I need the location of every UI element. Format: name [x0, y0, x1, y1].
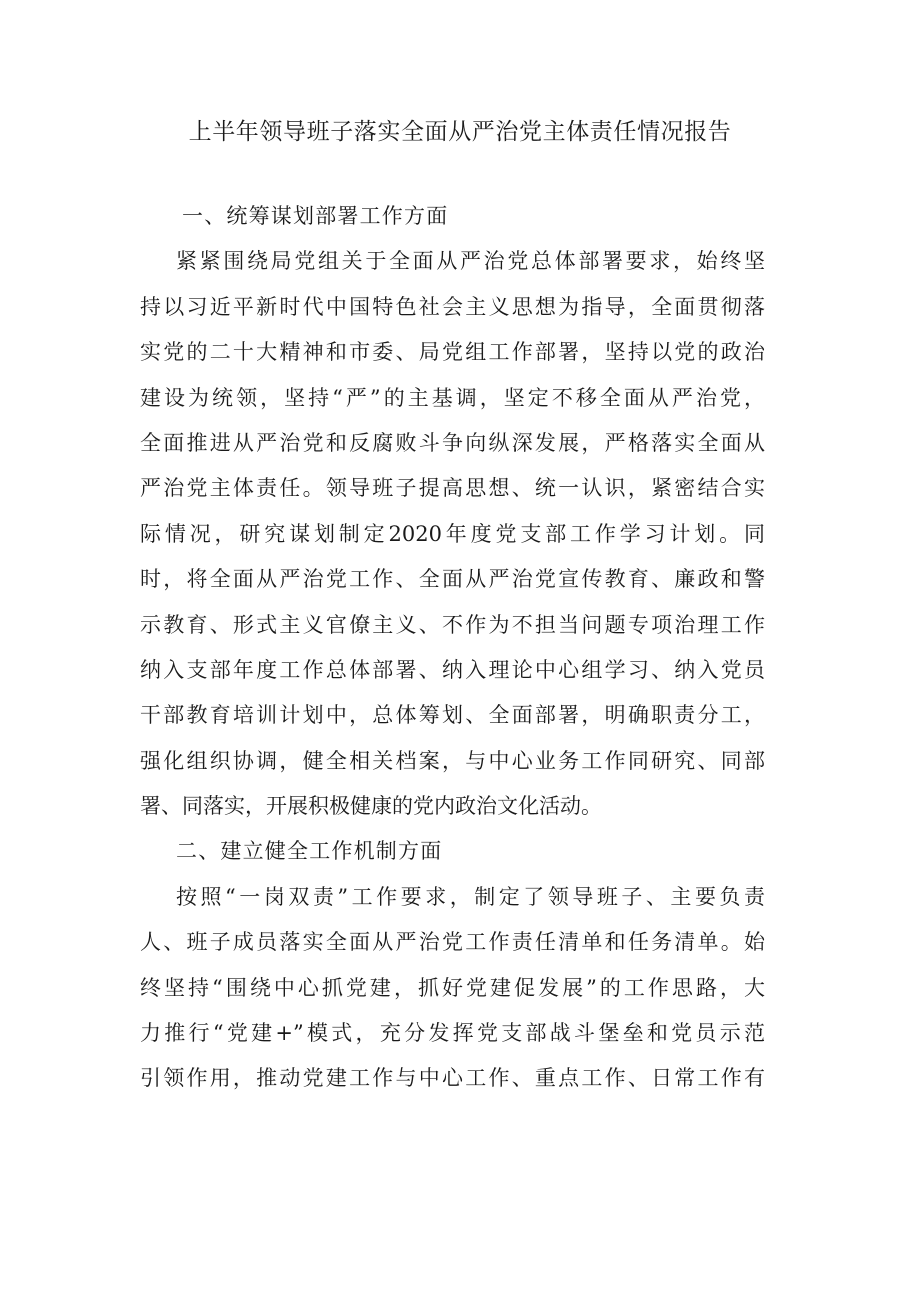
paragraph-1-line-8: 时，将全面从严治党工作、全面从严治党宣传教育、廉政和警 [140, 567, 765, 592]
paragraph-2-line-5: 引领作用，推动党建工作与中心工作、重点工作、日常工作有 [140, 1066, 765, 1091]
paragraph-1-line-1: 紧紧围绕局党组关于全面从严治党总体部署要求，始终坚 [176, 249, 765, 274]
paragraph-1-line-5: 全面推进从严治党和反腐败斗争向纵深发展，严格落实全面从 [140, 430, 765, 455]
paragraph-2-line-1: 按照“一岗双责”工作要求，制定了领导班子、主要负责 [176, 884, 765, 909]
paragraph-1-line-6: 严治党主体责任。领导班子提高思想、统一认识，紧密结合实 [140, 476, 765, 501]
section-heading-1: 一、统筹谋划部署工作方面 [182, 204, 449, 228]
paragraph-1-line-2: 持以习近平新时代中国特色社会主义思想为指导，全面贯彻落 [140, 294, 765, 319]
paragraph-1-line-9: 示教育、形式主义官僚主义、不作为不担当问题专项治理工作 [140, 612, 765, 637]
paragraph-1-line-10: 纳入支部年度工作总体部署、纳入理论中心组学习、纳入党员 [140, 657, 765, 682]
section-heading-2: 二、建立健全工作机制方面 [176, 839, 443, 864]
paragraph-1-line-12: 强化组织协调，健全相关档案，与中心业务工作同研究、同部 [140, 748, 765, 773]
paragraph-1-line-3: 实党的二十大精神和市委、局党组工作部署，坚持以党的政治 [140, 340, 765, 365]
paragraph-1-line-13: 署、同落实，开展积极健康的党内政治文化活动。 [140, 794, 602, 819]
paragraph-2-line-2: 人、班子成员落实全面从严治党工作责任清单和任务清单。始 [140, 930, 765, 955]
paragraph-1-line-4: 建设为统领，坚持“严”的主基调，坚定不移全面从严治党， [140, 385, 765, 410]
document-title: 上半年领导班子落实全面从严治党主体责任情况报告 [188, 119, 732, 145]
paragraph-2-line-3: 终坚持“围绕中心抓党建，抓好党建促发展”的工作思路，大 [140, 975, 765, 1000]
document-body [140, 194, 765, 1102]
paragraph-2-line-4: 力推行“党建+”模式，充分发挥党支部战斗堡垒和党员示范 [140, 1021, 765, 1046]
paragraph-1-line-11: 干部教育培训计划中，总体筹划、全面部署，明确职责分工， [140, 703, 765, 728]
paragraph-1-line-7: 际情况，研究谋划制定2020年度党支部工作学习计划。同 [140, 521, 765, 546]
